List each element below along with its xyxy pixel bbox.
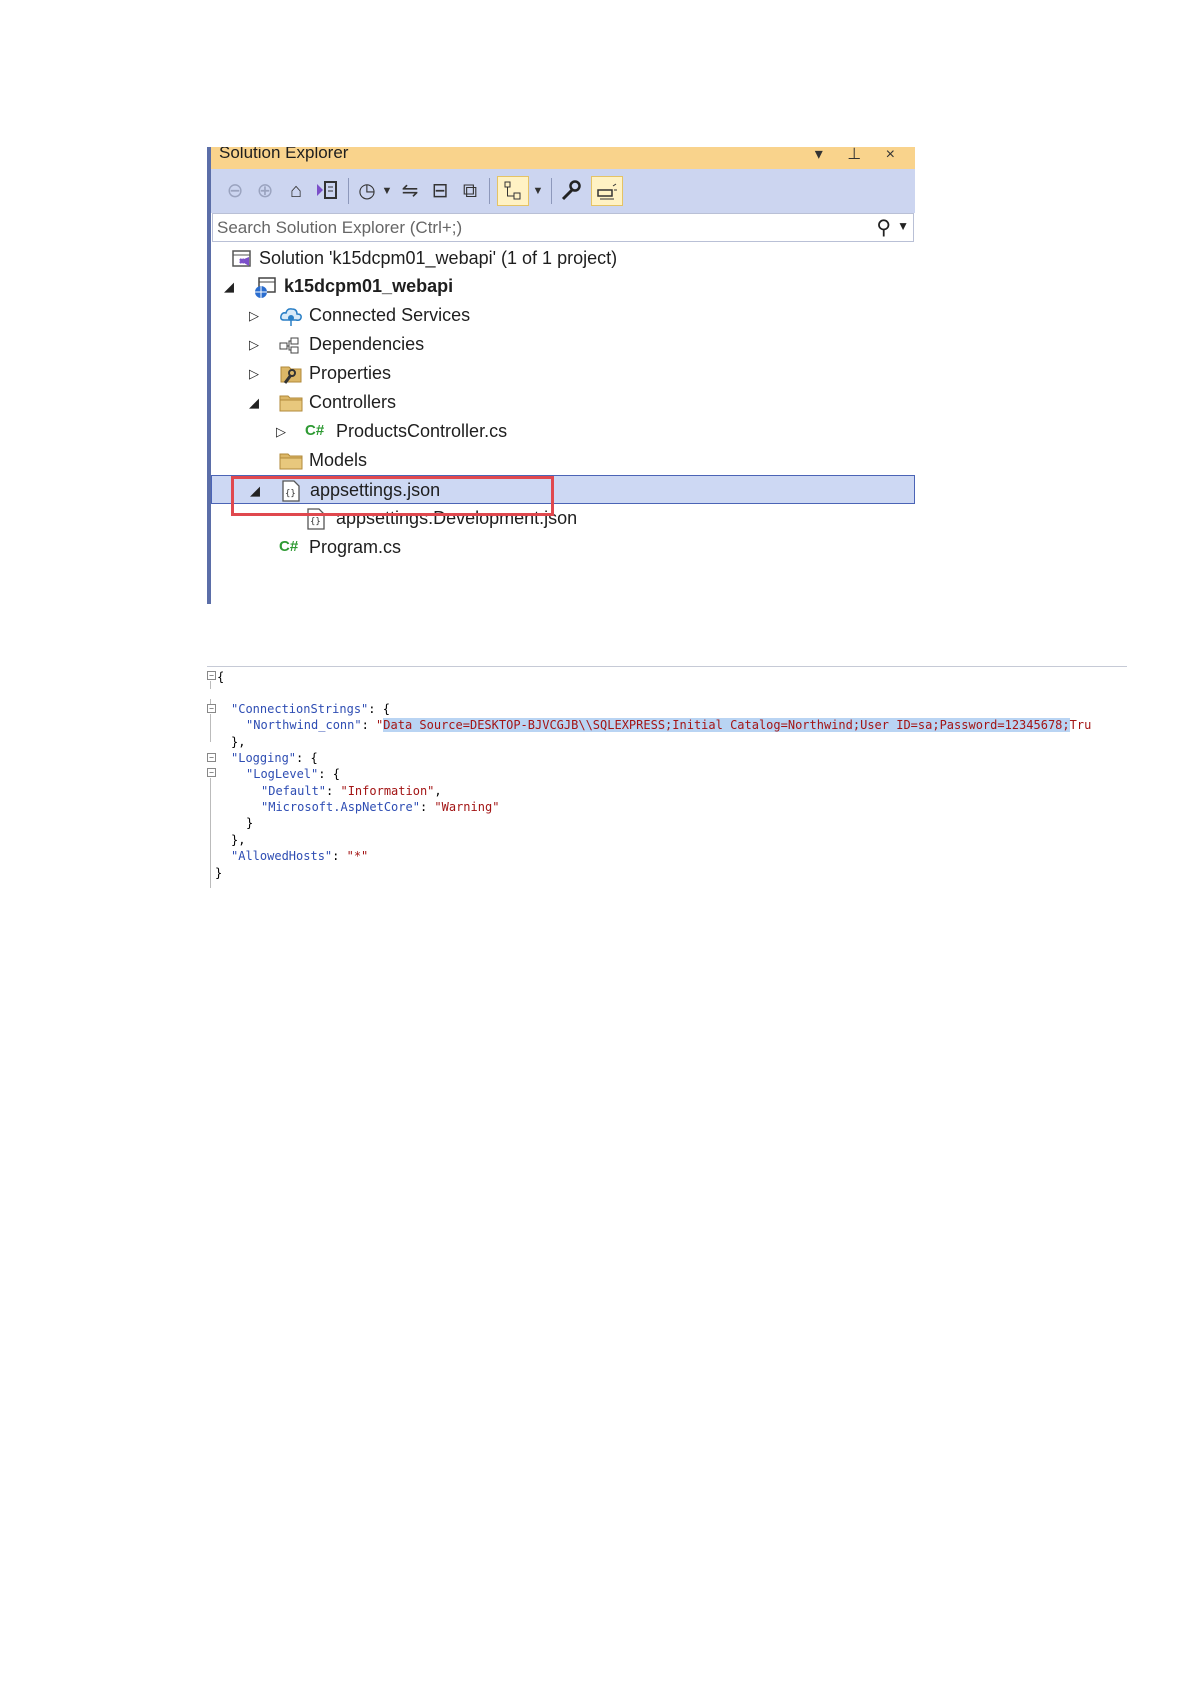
code-line-northwind-conn: "Northwind_conn": "Data Source=DESKTOP-BJVCGJB\\SQLEXPRESS;Initial Catalog=Northwind;User ID=sa;Password=12345678;Tru <box>246 718 1092 732</box>
tree-item-appsettings-development[interactable] <box>211 504 915 533</box>
solution-icon <box>231 248 253 270</box>
tree-item-label: Models <box>309 450 368 470</box>
show-all-files-icon[interactable]: ⧉ <box>462 180 478 202</box>
forward-icon[interactable]: ⊕ <box>256 180 274 202</box>
tree-item-properties[interactable] <box>211 359 915 388</box>
tree-item-solution[interactable] <box>211 244 915 273</box>
panel-window-buttons[interactable]: ▾ ⊥ × <box>814 147 905 163</box>
cloud-icon <box>279 305 301 327</box>
pending-changes-filter-icon[interactable]: ◷ <box>358 180 376 202</box>
selected-connection-string[interactable]: Data Source=DESKTOP-BJVCGJB\\SQLEXPRESS;Initial Catalog=Northwind;User ID=sa;Password=12345678; <box>383 718 1070 732</box>
folder-icon <box>279 450 301 472</box>
csharp-file-icon: C# <box>305 422 325 439</box>
collapsed-arrow-icon[interactable]: ▷ <box>276 424 286 439</box>
tree-item-label: Properties <box>309 363 392 383</box>
fold-toggle-icon[interactable]: − <box>207 671 216 680</box>
tree-item-label: Program.cs <box>309 537 402 557</box>
tree-item-program[interactable] <box>211 533 915 562</box>
home-icon[interactable]: ⌂ <box>289 180 303 202</box>
fold-toggle-icon[interactable]: − <box>207 704 216 713</box>
solution-explorer-search[interactable] <box>212 213 914 242</box>
tree-item-label: Controllers <box>309 392 397 412</box>
json-file-icon <box>280 480 302 502</box>
json-file-icon <box>305 508 327 530</box>
tree-item-label: Solution 'k15dcpm01_webapi' (1 of 1 project) <box>259 248 618 268</box>
tree-item-project[interactable] <box>211 272 915 301</box>
tree-item-label: k15dcpm01_webapi <box>284 276 454 296</box>
properties-icon <box>279 363 301 385</box>
tree-item-label: Connected Services <box>309 305 471 325</box>
collapse-all-icon[interactable]: ⊟ <box>431 180 449 202</box>
code-line-1: { <box>217 670 225 684</box>
solution-explorer-title-bar <box>211 147 915 169</box>
code-line-aspnetcore: "Microsoft.AspNetCore": "Warning" <box>261 800 500 814</box>
collapsed-arrow-icon[interactable]: ▷ <box>249 308 259 323</box>
tree-item-connected-services[interactable] <box>211 301 915 330</box>
expanded-arrow-icon[interactable]: ◢ <box>249 395 259 410</box>
tree-item-models[interactable] <box>211 446 915 475</box>
editor-gutter <box>207 667 219 893</box>
tree-item-label: Dependencies <box>309 334 425 354</box>
dependencies-icon <box>279 334 301 356</box>
svg-text:{}: {} <box>310 517 321 527</box>
folder-icon <box>279 392 301 414</box>
preview-selected-items-icon[interactable] <box>591 176 623 206</box>
panel-title: Solution Explorer <box>219 147 349 162</box>
collapsed-arrow-icon[interactable]: ▷ <box>249 337 259 352</box>
web-project-icon <box>253 276 275 298</box>
code-line-close-logging: }, <box>231 833 246 847</box>
search-icon[interactable]: ⚲ <box>876 217 891 239</box>
chevron-down-icon[interactable]: ▼ <box>381 185 393 197</box>
tree-item-controllers[interactable] <box>211 388 915 417</box>
expanded-arrow-icon[interactable]: ◢ <box>224 279 234 294</box>
tree-item-products-controller[interactable] <box>211 417 915 446</box>
search-options-chevron-icon[interactable]: ▼ <box>897 219 909 233</box>
code-line-loglevel: "LogLevel": { <box>246 767 340 781</box>
tree-item-dependencies[interactable] <box>211 330 915 359</box>
svg-text:{}: {} <box>285 489 296 499</box>
expanded-arrow-icon[interactable]: ◢ <box>250 483 260 498</box>
code-line-allowed-hosts: "AllowedHosts": "*" <box>231 849 369 863</box>
code-line-close-root: } <box>215 866 223 880</box>
json-code-editor[interactable] <box>207 666 1127 893</box>
code-line-default: "Default": "Information", <box>261 784 442 798</box>
tree-item-label: appsettings.json <box>310 480 441 500</box>
fold-toggle-icon[interactable]: − <box>207 753 216 762</box>
collapsed-arrow-icon[interactable]: ▷ <box>249 366 259 381</box>
sync-icon[interactable]: ⇋ <box>401 180 419 202</box>
code-line-close-connection: }, <box>231 735 246 749</box>
csharp-file-icon: C# <box>279 538 299 555</box>
solution-explorer-panel <box>207 147 915 604</box>
back-icon[interactable]: ⊖ <box>226 180 244 202</box>
tree-item-label: appsettings.Development.json <box>336 508 578 528</box>
chevron-down-icon[interactable]: ▼ <box>532 185 544 197</box>
tree-item-label: ProductsController.cs <box>336 421 508 441</box>
search-input[interactable] <box>217 217 837 239</box>
solution-explorer-toolbar <box>211 169 915 213</box>
switch-views-icon[interactable] <box>313 176 341 206</box>
filter-view-icon[interactable] <box>497 176 529 206</box>
code-line-connection-strings: "ConnectionStrings": { <box>231 702 390 716</box>
code-line-logging: "Logging": { <box>231 751 318 765</box>
properties-wrench-icon[interactable] <box>557 176 585 206</box>
fold-toggle-icon[interactable]: − <box>207 768 216 777</box>
tree-item-appsettings[interactable] <box>211 475 915 504</box>
code-line-close-loglevel: } <box>246 816 254 830</box>
